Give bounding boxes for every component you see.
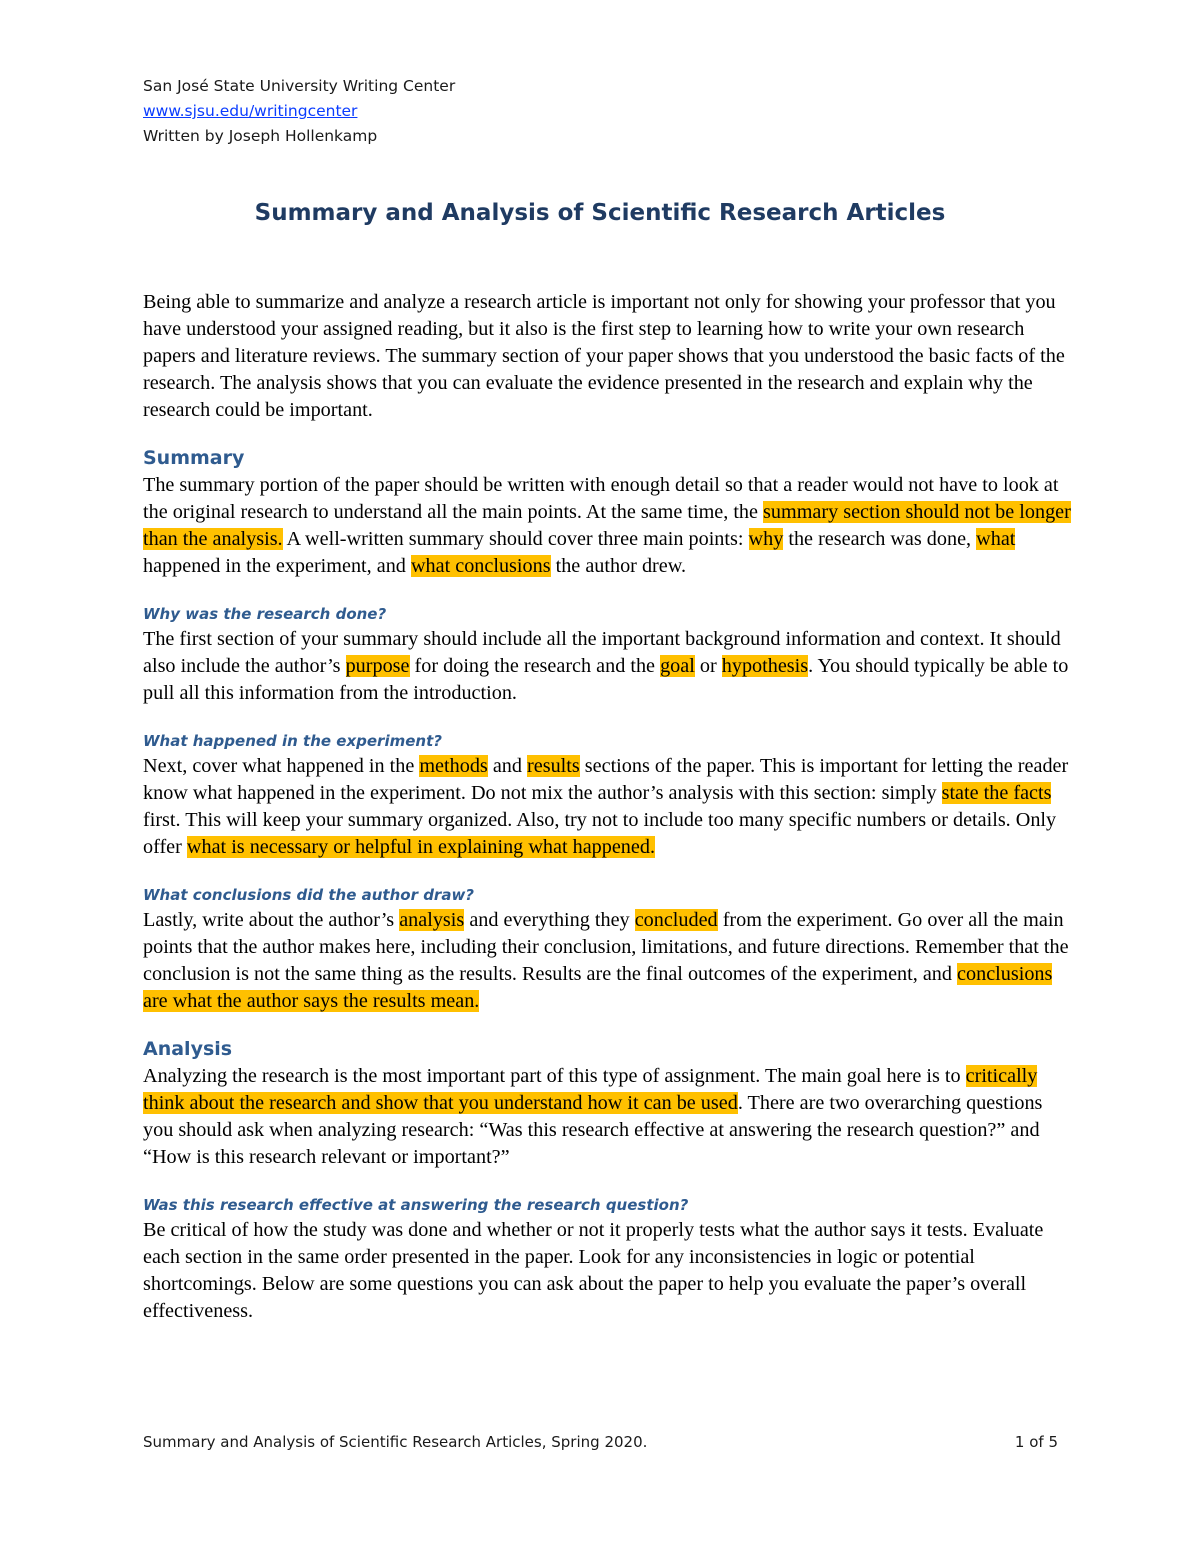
highlight: why bbox=[748, 528, 784, 550]
effective-heading: Was this research effective at answering the research question? bbox=[143, 1196, 689, 1214]
conclusions-heading: What conclusions did the author draw? bbox=[143, 886, 475, 904]
highlight: hypothesis bbox=[721, 655, 809, 677]
what-paragraph: Next, cover what happened in the methods and results sections of the paper. This is important for letting the reader know what happened in the experiment. Do not mix the author’s analysis with this section: simply state the facts first. This will keep your summary organized. Also, try not to include too many specific numbers or details. Only offer what is necessary or helpful in explaining what happened. bbox=[143, 755, 1069, 858]
highlight: critically think about the research and show that you understand how it can be used bbox=[143, 1065, 1038, 1114]
why-heading: Why was the research done? bbox=[143, 605, 387, 623]
document-title: Summary and Analysis of Scientific Research Articles bbox=[254, 200, 946, 226]
analysis-heading: Analysis bbox=[143, 1038, 233, 1060]
highlight: what bbox=[976, 528, 1016, 550]
document-header bbox=[143, 74, 455, 149]
footer-title: Summary and Analysis of Scientific Research Articles, Spring 2020. bbox=[143, 1433, 648, 1451]
highlight: what is necessary or helpful in explaining what happened. bbox=[186, 836, 656, 858]
effective-paragraph: Be critical of how the study was done and whether or not it properly tests what the author says it tests. Evaluate each section in the same order presented in the paper. Look for any inconsistencies in logic or potential shortcomings. Below are some questions you can ask about the paper to help you evaluate the paper’s overall effectiveness. bbox=[143, 1219, 1044, 1322]
what-heading: What happened in the experiment? bbox=[143, 732, 442, 750]
org-name: San José State University Writing Center bbox=[143, 77, 456, 95]
highlight: goal bbox=[660, 655, 695, 677]
highlight: results bbox=[527, 755, 580, 777]
why-paragraph: The first section of your summary should include all the important background information and context. It should also include the author’s purpose for doing the research and the goal or hypothesis. You should typically be able to pull all this information from the introduction. bbox=[143, 628, 1069, 704]
highlight: concluded bbox=[634, 909, 718, 931]
highlight: what conclusions bbox=[410, 555, 551, 577]
conclusions-paragraph: Lastly, write about the author’s analysis and everything they concluded from the experiment. Go over all the main points that the author makes here, including their conclusion, limitations, and future directions. Remember that the conclusion is not the same thing as the results. Results are the final outcomes of the experiment, and conclusions are what the author says the results mean. bbox=[143, 909, 1069, 1012]
author-line: Written by Joseph Hollenkamp bbox=[143, 127, 378, 145]
document-body bbox=[143, 289, 1073, 1325]
summary-heading: Summary bbox=[143, 447, 245, 469]
summary-paragraph: The summary portion of the paper should be written with enough detail so that a reader would not have to look at the original research to understand all the main points. At the same time, the summary section should not be longer than the analysis. A well-written summary should cover three main points: why the research was done, what happened in the experiment, and what conclusions the author drew. bbox=[143, 474, 1071, 577]
writing-center-link[interactable]: www.sjsu.edu/writingcenter bbox=[143, 102, 358, 120]
highlight: summary section should not be longer than the analysis. bbox=[143, 501, 1071, 550]
highlight: methods bbox=[419, 755, 488, 777]
highlight: purpose bbox=[345, 655, 410, 677]
intro-paragraph: Being able to summarize and analyze a research article is important not only for showing your professor that you have understood your assigned reading, but it also is the first step to learning how to write your own research papers and literature reviews. The summary section of your paper shows that you understood the basic facts of the research. The analysis shows that you can evaluate the evidence presented in the research and explain why the research could be important. bbox=[143, 291, 1065, 421]
page-footer bbox=[143, 1433, 1058, 1451]
highlight: analysis bbox=[399, 909, 465, 931]
page-number: 1 of 5 bbox=[1014, 1433, 1058, 1451]
analysis-paragraph: Analyzing the research is the most important part of this type of assignment. The main goal here is to critically think about the research and show that you understand how it can be used. There are two overarching questions you should ask when analyzing research: “Was this research effective at answering the research question?” and “How is this research relevant or important?” bbox=[143, 1065, 1043, 1168]
highlight: state the facts bbox=[941, 782, 1052, 804]
highlight: conclusions are what the author says the results mean. bbox=[143, 963, 1053, 1012]
